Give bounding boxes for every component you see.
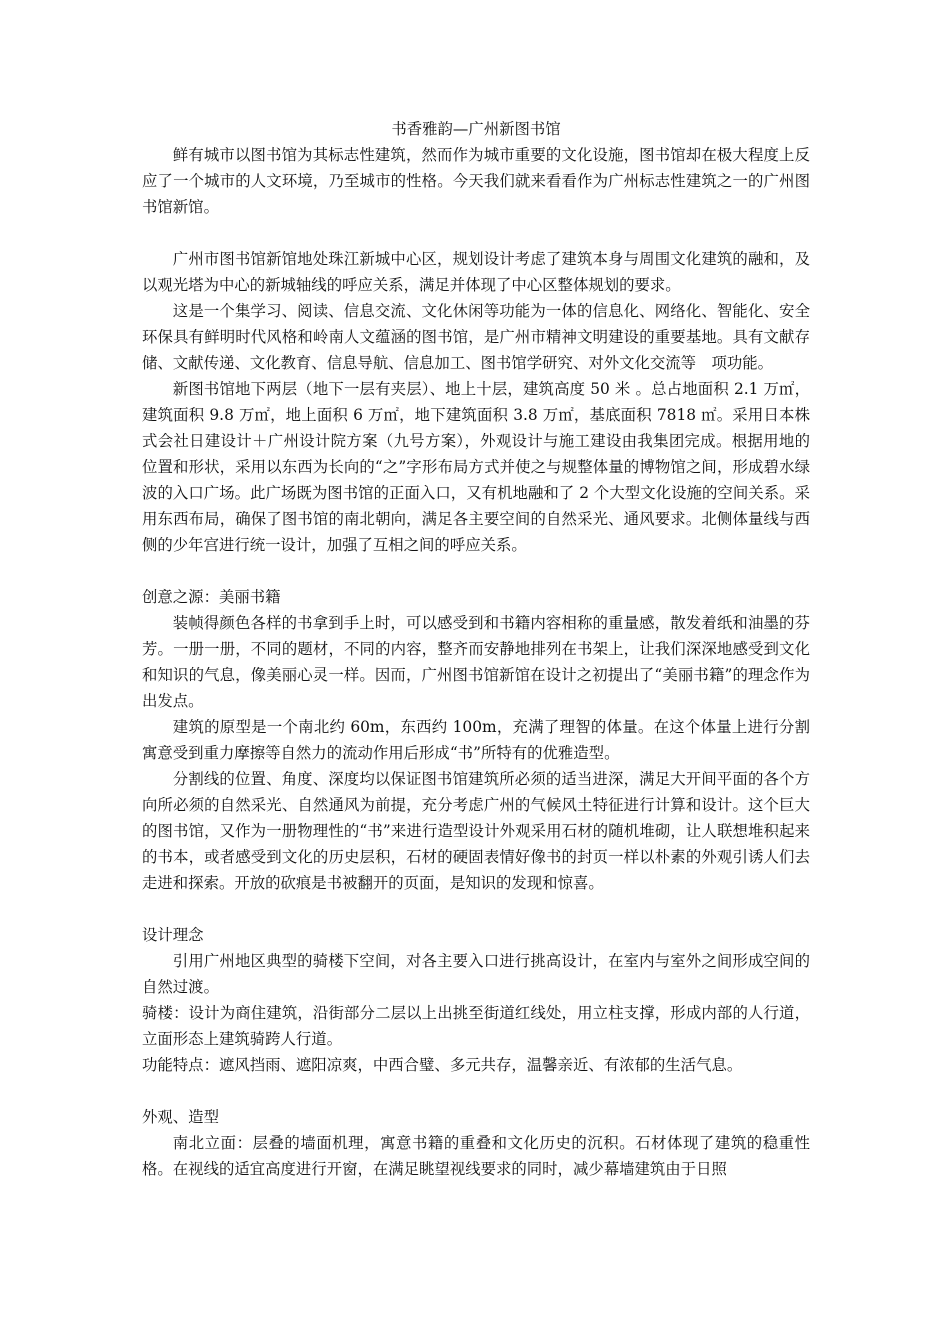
spacer (142, 220, 810, 246)
prototype-paragraph: 建筑的原型是一个南北约 60m，东西约 100m，充满了理智的体量。在这个体量上进行分割寓意受到重力摩擦等自然力的流动作用后形成“书”所特有的优雅造型。 (142, 718, 810, 762)
origin-paragraph: 装帧得颜色各样的书拿到手上时，可以感受到和书籍内容相称的重量感，散发着纸和油墨的芬芳。一册一册，不同的题材，不同的内容，整齐而安静地排列在书架上，让我们深深地感受到文化和知识的气息，像美丽心灵一样。因而，广州图书馆新馆在设计之初提出了“美丽书籍”的理念作为出发点。 (142, 614, 810, 710)
intro-paragraph: 鲜有城市以图书馆为其标志性建筑，然而作为城市重要的文化设施，图书馆却在极大程度上反应了一个城市的人文环境，乃至城市的性格。今天我们就来看看作为广州标志性建筑之一的广州图书馆新馆。 (142, 146, 810, 216)
division-paragraph: 分割线的位置、角度、深度均以保证图书馆建筑所必须的适当进深，满足大开间平面的各个方向所必须的自然采光、自然通风为前提，充分考虑广州的气候风土特征进行计算和设计。这个巨大的图书馆，又作为一册物理性的“书”来进行造型设计外观采用石材的随机堆砌，让人联想堆积起来的书本，或者感受到文化的历史层积，石材的硬固表情好像书的封页一样以朴素的外观引诱人们去走进和探索。开放的砍痕是书被翻开的页面，是知识的发现和惊喜。 (142, 770, 810, 892)
scale-paragraph: 新图书馆地下两层（地下一层有夹层）、地上十层，建筑高度 50 米 。总占地面积 2.1 万㎡，建筑面积 9.8 万㎡，地上面积 6 万㎡，地下建筑面积 3.8 万㎡，基底面积 7818 ㎡。采用日本株式会社日建设计＋广州设计院方案（九号方案），外观设计与施工建设由我集团完成。根据用地的位置和形状，采用以东西为长向的“之”字形布局方式并使之与规整体量的博物馆之间，形成碧水绿波的入口广场。此广场既为图书馆的正面入口，又有机地融和了 2 个大型文化设施的空间关系。采用东西布局，确保了图书馆的南北朝向，满足各主要空间的自然采光、通风要求。北侧体量线与西侧的少年宫进行统一设计，加强了互相之间的呼应关系。 (142, 380, 810, 554)
spacer (142, 896, 810, 922)
document-title: 书香雅韵—广州新图书馆 (391, 120, 561, 138)
location-paragraph: 广州市图书馆新馆地处珠江新城中心区，规划设计考虑了建筑本身与周围文化建筑的融和，及以观光塔为中心的新城轴线的呼应关系，满足并体现了中心区整体规划的要求。 (142, 250, 810, 294)
features-paragraph: 功能特点：遮风挡雨、遮阳凉爽，中西合璧、多元共存，温馨亲近、有浓郁的生活气息。 (142, 1056, 743, 1074)
spacer (142, 558, 810, 584)
section-heading-appearance: 外观、造型 (142, 1108, 219, 1126)
concept-paragraph: 引用广州地区典型的骑楼下空间，对各主要入口进行挑高设计，在室内与室外之间形成空间的自然过渡。 (142, 952, 810, 996)
spacer (142, 1078, 810, 1104)
function-paragraph: 这是一个集学习、阅读、信息交流、文化休闲等功能为一体的信息化、网络化、智能化、安全环保具有鲜明时代风格和岭南人文蕴涵的图书馆，是广州市精神文明建设的重要基地。具有文献存储、文献传递、文化教育、信息导航、信息加工、图书馆学研究、对外文化交流等 项功能。 (142, 302, 810, 372)
facade-paragraph: 南北立面：层叠的墙面机理，寓意书籍的重叠和文化历史的沉积。石材体现了建筑的稳重性格。在视线的适宜高度进行开窗，在满足眺望视线要求的同时，减少幕墙建筑由于日照 (142, 1134, 810, 1178)
qilou-paragraph: 骑楼：设计为商住建筑，沿街部分二层以上出挑至街道红线处，用立柱支撑，形成内部的人行道，立面形态上建筑骑跨人行道。 (142, 1004, 810, 1048)
document-page (142, 116, 810, 1182)
section-heading-concept: 设计理念 (142, 926, 204, 944)
section-heading-origin: 创意之源：美丽书籍 (142, 588, 281, 606)
